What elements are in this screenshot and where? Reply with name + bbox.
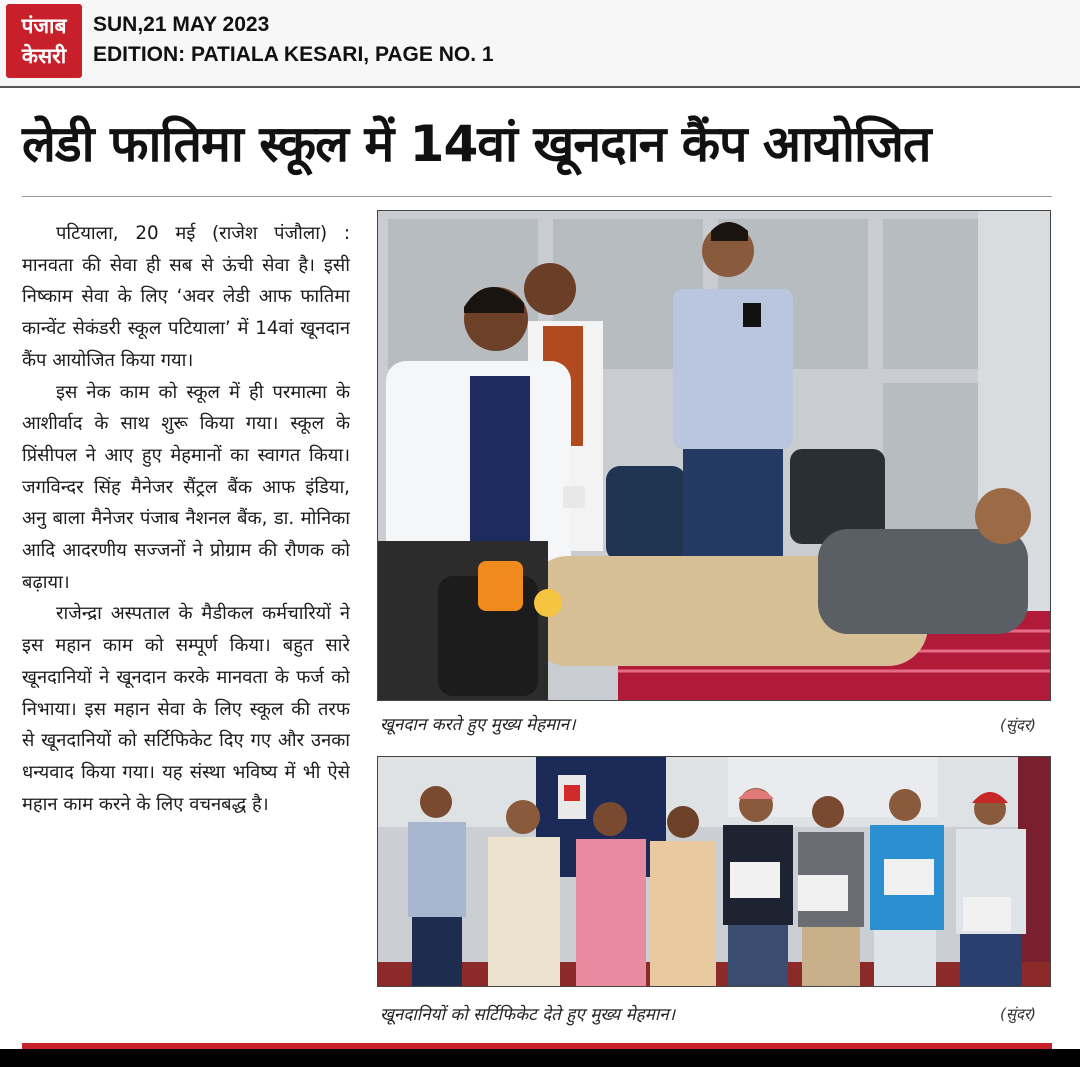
article-headline: लेडी फातिमा स्कूल में 14वां खूनदान कैंप आयोजित xyxy=(22,115,931,173)
article-paragraph: पटियाला, 20 मई (राजेश पंजौला) : मानवता की सेवा ही सब से ऊंची सेवा है। इसी निष्काम सेवा के लिए ‘अवर लेडी आफ फातिमा कान्वेंट सेकंडरी स्कूल पटियाला’ में 14वां खूनदान कैंप आयोजित किया गया। xyxy=(22,223,350,371)
article-body xyxy=(22,218,350,1030)
photo-blood-donation xyxy=(377,210,1051,701)
photo-certificate-ceremony xyxy=(377,756,1051,987)
edition-info xyxy=(93,10,494,70)
masthead xyxy=(0,0,1080,88)
article-paragraph: राजेन्द्रा अस्पताल के मैडीकल कर्मचारियों ने इस महान काम को सम्पूर्ण किया। बहुत सारे खूनदानियों ने खूनदान करके मानवता के फर्ज को निभाया। इस महान सेवा के लिए स्कूल की तरफ से खूनदानियों को सर्टिफिकेट दिए गए और उनका धन्यवाद किया गया। यह संस्था भविष्य में भी ऐसे महान काम करने के लिए वचनबद्ध है। xyxy=(22,603,350,815)
divider xyxy=(22,196,1052,197)
edition-label: EDITION: PATIALA KESARI, PAGE NO. 1 xyxy=(93,43,494,66)
photo-caption: खूनदान करते हुए मुख्य मेहमान। xyxy=(380,715,576,735)
photo-credit: (सुंदर) xyxy=(1000,716,1036,734)
logo-line-1: पंजाब xyxy=(21,14,67,38)
footer-bar xyxy=(0,1049,1080,1067)
newspaper-logo xyxy=(6,4,82,78)
logo-line-2: केसरी xyxy=(21,44,67,68)
publication-date: SUN,21 MAY 2023 xyxy=(93,13,270,36)
article-paragraph: इस नेक काम को स्कूल में ही परमात्मा के आशीर्वाद के साथ शुरू किया गया। स्कूल के प्रिंसीपल ने आए हुए मेहमानों का स्वागत किया। जगविन्दर सिंह मैनेजर सैंट्रल बैंक आफ इंडिया, अनु बाला मैनेजर पंजाब नैशनल बैंक, डा. मोनिका आदि आदरणीय सज्जनों ने प्रोग्राम की रौणक को बढ़ाया। xyxy=(22,381,350,593)
photo-credit: (सुंदर) xyxy=(1000,1005,1036,1023)
photo-caption: खूनदानियों को सर्टिफिकेट देते हुए मुख्य मेहमान। xyxy=(380,1005,676,1025)
